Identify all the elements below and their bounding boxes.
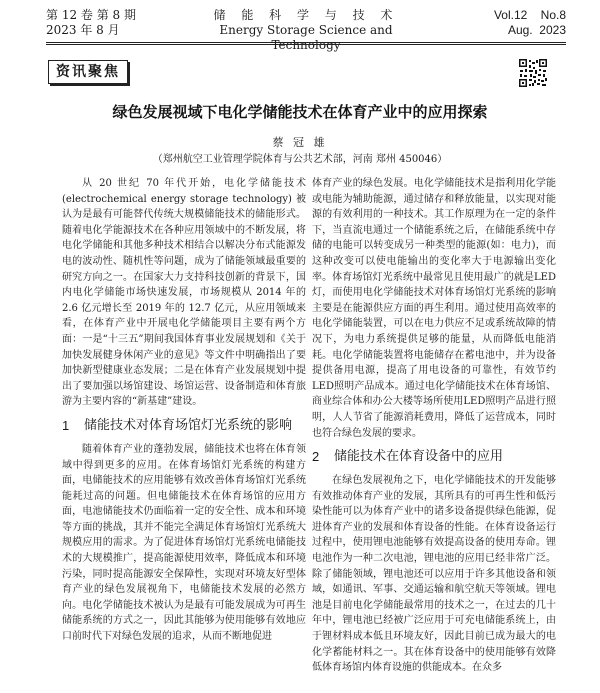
header-rule-bottom <box>46 44 566 45</box>
running-header <box>46 6 566 52</box>
header-volume-cn: 第 12 卷 第 8 期 <box>46 8 136 22</box>
section-2-title: 储能技术在体育设备中的应用 <box>334 449 504 465</box>
right-column <box>312 176 556 676</box>
article-affiliation: （郑州航空工业管理学院体育与公共艺术部，河南 郑州 450046） <box>152 154 448 165</box>
header-right <box>494 8 566 38</box>
section-1-title: 储能技术对体育场馆灯光系统的影响 <box>84 417 293 433</box>
section-tag: 资讯聚焦 <box>48 60 128 84</box>
header-left <box>46 8 136 38</box>
intro-paragraph: 从 20 世纪 70 年代开始，电化学储能技术 (electrochemical energy storage technology) 被认为是最有可能替代传统大规模储能技术的储能形式。随着电化学能源技术在各种应用领域中的不断发展，将电化学储能和其他多种技术相结合以解决分布式能源发电的波动性、随机性等问题，成为了储能领域最重要的研究方向之一。在国家大力支持科技创新的背景下，国内电化学储能市场快速发展，市场规模从 2014 年的 2.6 亿元增长至 2019 年的 12.7 亿元，从应用领域来看，在体育产业中开展电化学储能项目主要有两个方面：一是“十三五”期间我国体育事业发展规划和《关于加快发展健身休闲产业的意见》等文件中明确指出了要加快新型健康业态发展；二是在体育产业发展规划中提出了要加强以场馆建设、场馆运营、设备制造和体育旅游为主要内容的“新基建”建设。 <box>62 178 306 408</box>
header-volume-en: Vol.12 No.8 <box>493 8 566 22</box>
continuation-paragraph: 体育产业的绿色发展。电化学储能技术是指利用化学能或电能为辅助能源，通过储存和释放能量，以实现对能源的有效利用的一种技术。其工作原理为在一定的条件下，当直流电通过一个储能系统之后，在储能系统中存储的电能可以转变成另一种类型的能源(如：电力)，而这种改变可以使电能输出的变化率大于电源输出变化率。体育场馆灯光系统中最常见且使用最广的就是LED灯，而使用电化学储能技术对体育场馆灯光系统的影响主要是在能源供应方面的再生利用。通过使用高效率的电化学储能装置，可以在电力供应不足或系统故障的情况下，为电力系统提供足够的能量，从而降低电能消耗。电化学储能装置将电能储存在蓄电池中，并为设备提供备用电源，提高了用电设备的可靠性，有效节约LED照明产品成本。通过电化学储能技术在体育场馆、商业综合体和办公大楼等场所使用LED照明产品进行照明，人人节省了能源消耗费用，降低了运营成本，同时也符合绿色发展的要求。 <box>312 178 556 439</box>
section-1-heading <box>62 416 306 436</box>
header-journal-en: Energy Storage Science and Technology <box>219 23 393 52</box>
header-rule-top <box>46 42 566 43</box>
section-1-paragraph: 随着体育产业的蓬勃发展，储能技术也将在体育领域中得到更多的应用。在体育场馆灯光系统的构建方面，电储能技术的应用能够有效改善体育场馆灯光系统能耗过高的问题。但电储能技术在体育场馆的应用方面，电池储能技术仍面临着一定的安全性、成本和环境等方面的挑战，其并不能完全满足体育场馆灯光系统大规模应用的需求。为了促进体育场馆灯光系统电储能技术的大规模推广，提高能源使用效率，降低成本和环境污染，同时提高能源安全保障性，实现对环境友好型体育产业的绿色发展视角下，电储能技术发展的必然方向。电化学储能技术被认为是最有可能发展成为可再生储能系统的方式之一，因此其能够为使用能够有效地应口前时代下对绿色发展的追求，从而不断地促进 <box>62 443 306 643</box>
header-journal-cn: 储 能 科 学 与 技 术 <box>213 8 399 22</box>
header-date-cn: 2023 年 8 月 <box>46 23 120 37</box>
section-2-heading <box>312 447 556 467</box>
qr-code-icon <box>518 58 548 88</box>
article-title: 绿色发展视域下电化学储能技术在体育产业中的应用探索 <box>112 103 488 121</box>
section-1-number: 1 <box>62 417 70 433</box>
section-2-number: 2 <box>312 449 320 465</box>
header-center <box>196 8 416 53</box>
header-date-en: Aug. 2023 <box>507 23 566 37</box>
article-author: 蔡 冠 雄 <box>272 136 328 149</box>
section-2-paragraph: 在绿色发展视角之下，电化学储能技术的开发能够有效推动体育产业的发展，其所具有的可再生性和低污染性能可以为体育产业中的诸多设备提供绿色能源，促进体育产业的发展和体育设备的性能。在体育设备运行过程中，使用锂电池能够有效提高设备的使用寿命。锂电池作为一种二次电池，锂电池的应用已经非常广泛。除了储能领域，锂电池还可以应用于许多其他设备和领域，如通讯、军事、交通运输和航空航天等领域。锂电池是目前电化学储能最常用的技术之一，在过去的几十年中，锂电池已经被广泛应用于可充电储能系统上，由于锂材料成本低且环境友好，因此目前已成为最大的电化学蓄能材料之一。其在体育设备中的使用能够有效降低体育场馆内体育设施的供能成本。在众多 <box>312 475 556 674</box>
left-column <box>62 176 306 645</box>
